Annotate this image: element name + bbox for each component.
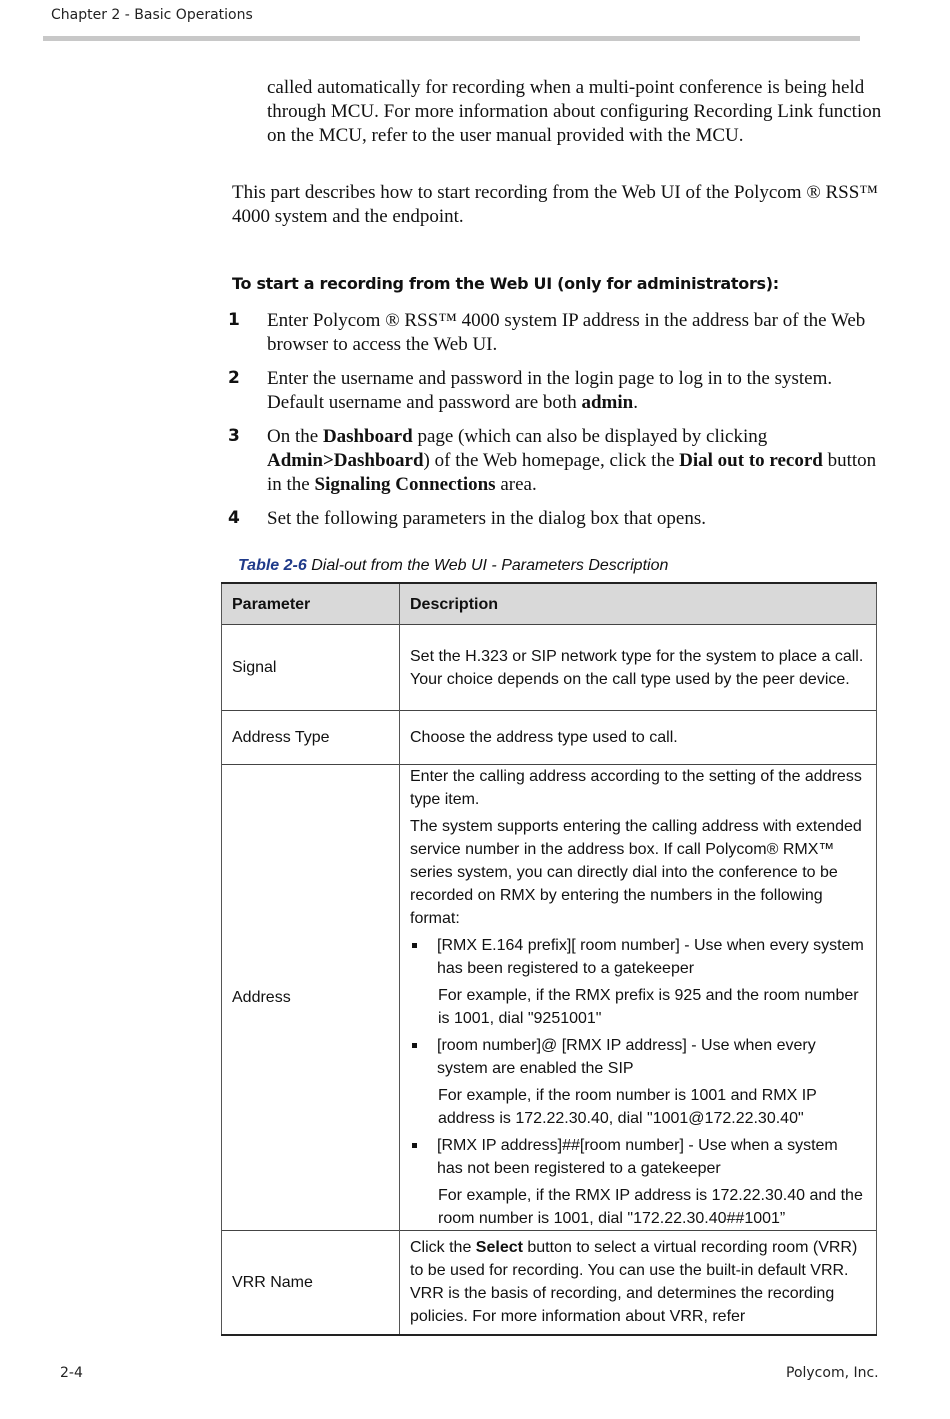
param-description: Set the H.323 or SIP network type for the system to place a call. Your choice depends on the call type used by the peer device. xyxy=(400,625,877,711)
bold-term: Dashboard xyxy=(322,426,413,447)
step-text: Enter Polycom ® RSS™ 4000 system IP address in the address bar of the Web browser to access the Web UI. xyxy=(267,310,866,355)
param-name: VRR Name xyxy=(222,1231,400,1335)
param-name: Address xyxy=(222,765,400,1231)
step-number: 3 xyxy=(228,426,240,446)
bold-term: Dial out to record xyxy=(679,450,823,471)
header-rule xyxy=(43,36,860,41)
table-header-row xyxy=(222,583,877,625)
step-number: 4 xyxy=(228,508,240,528)
footer-company: Polycom, Inc. xyxy=(786,1365,879,1381)
step-text: Set the following parameters in the dialog box that opens. xyxy=(267,508,707,529)
param-description: Choose the address type used to call. xyxy=(400,711,877,765)
list-item-example: For example, if the RMX prefix is 925 and the room number is 1001, dial "9251001" xyxy=(438,987,859,1027)
caption-text: Dial-out from the Web UI - Parameters Description xyxy=(306,557,669,574)
step-text: On the Dashboard page (which can also be displayed by clicking Admin>Dashboard) of the Web homepage, click the Dial out to record button in the Signaling Connections area. xyxy=(267,426,877,495)
table-caption xyxy=(238,557,878,575)
caption-number: Table 2-6 xyxy=(238,557,307,574)
address-paragraph: Enter the calling address according to the setting of the address type item. xyxy=(410,768,862,808)
param-description xyxy=(400,765,877,1231)
list-item: [RMX E.164 prefix][ room number] - Use when every system has been registered to a gatekeeper xyxy=(410,934,866,980)
intro-description: This part describes how to start recording from the Web UI of the Polycom ® RSS™ 4000 system and the endpoint. xyxy=(232,182,878,227)
address-paragraph: The system supports entering the calling address with extended service number in the address box. If call Polycom® RMX™ series system, you can directly dial into the conference to be recorded on RMX by entering the numbers in the following format: xyxy=(410,818,862,927)
param-description: Click the Select button to select a virtual recording room (VRR) to be used for recording. You can use the built-in default VRR. VRR is the basis of recording, and determines the recording policies. For more information about VRR, refer xyxy=(400,1231,877,1335)
list-item-example: For example, if the room number is 1001 and RMX IP address is 172.22.30.40, dial "1001@172.22.30.40" xyxy=(438,1087,817,1127)
table-row xyxy=(222,765,877,1231)
bold-term: Admin>Dashboard xyxy=(267,450,424,471)
header-description: Description xyxy=(400,583,877,625)
step-number: 1 xyxy=(228,310,240,330)
running-header: Chapter 2 - Basic Operations xyxy=(51,7,253,23)
step-number: 2 xyxy=(228,368,240,388)
page-number: 2-4 xyxy=(60,1365,83,1381)
table-row xyxy=(222,711,877,765)
bold-term: admin xyxy=(581,392,634,413)
intro-continuation: called automatically for recording when a multi-point conference is being held through MCU. For more information about configuring Recording Link function on the MCU, refer to the user manual provided with the MCU. xyxy=(267,77,882,146)
header-parameter: Parameter xyxy=(222,583,400,625)
parameters-table xyxy=(221,582,877,1336)
table-row xyxy=(222,625,877,711)
bold-term: Select xyxy=(475,1239,523,1257)
param-name: Address Type xyxy=(222,711,400,765)
list-item: [RMX IP address]##[room number] - Use when a system has not been registered to a gatekeeper xyxy=(410,1134,866,1180)
table-row xyxy=(222,1231,877,1335)
bold-term: Signaling Connections xyxy=(314,474,496,495)
list-item: [room number]@ [RMX IP address] - Use when every system are enabled the SIP xyxy=(410,1034,866,1080)
param-name: Signal xyxy=(222,625,400,711)
list-item-example: For example, if the RMX IP address is 172.22.30.40 and the room number is 1001, dial "172.22.30.40##1001” xyxy=(438,1187,863,1227)
step-text: Enter the username and password in the login page to log in to the system. Default username and password are both admin. xyxy=(267,368,833,413)
procedure-heading: To start a recording from the Web UI (only for administrators): xyxy=(232,274,779,293)
